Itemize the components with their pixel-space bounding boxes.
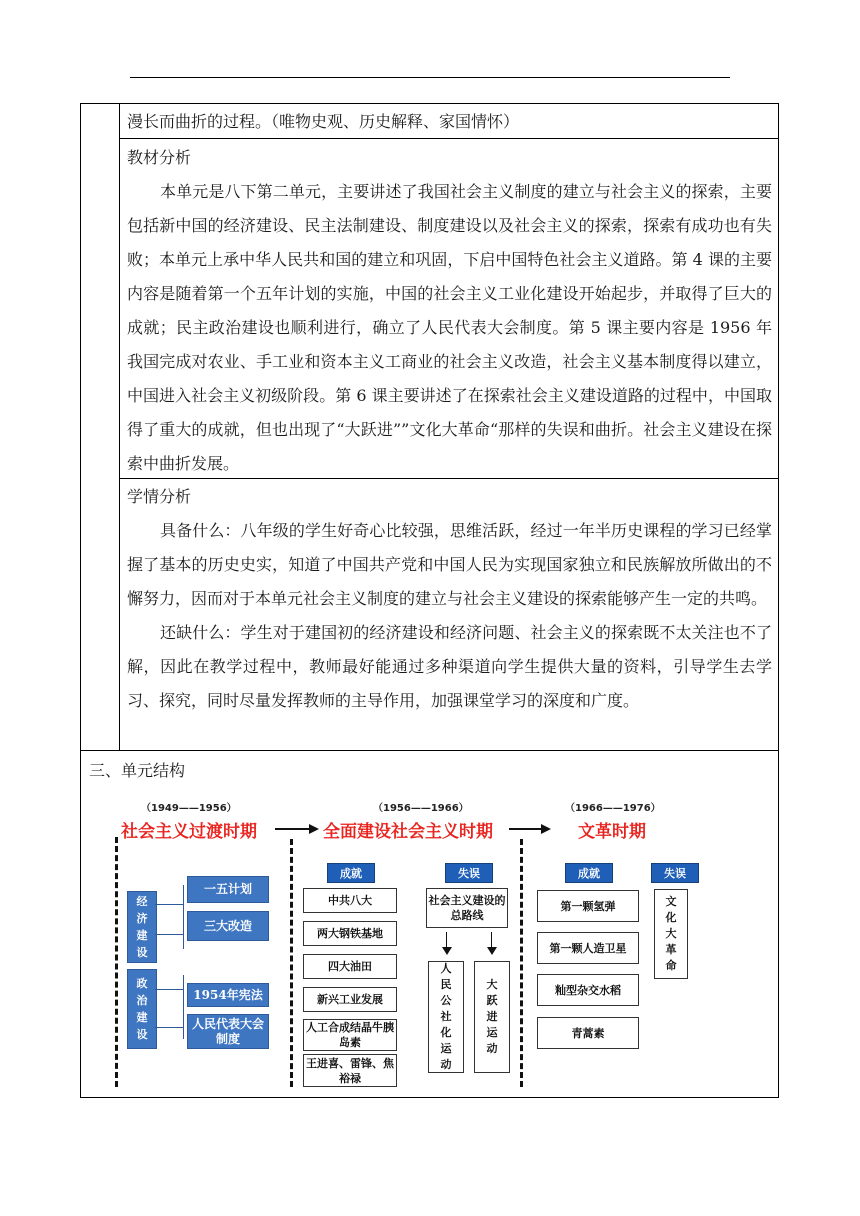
period-title: 文革时期 xyxy=(578,822,646,842)
success-item: 青蒿素 xyxy=(537,1017,639,1049)
period-title: 全面建设社会主义时期 xyxy=(323,822,493,842)
success-item: 两大钢铁基地 xyxy=(303,921,397,946)
timeline-arrow xyxy=(509,828,549,830)
student-analysis-para2: 还缺什么：学生对于建国初的经济建设和经济问题、社会主义的探索既不太关注也不了解，因此在教学过程中，教师最好能通过多种渠道向学生提供大量的资料，引导学生去学习、探究，同时尽量发挥教师的主导作用，加强课堂学习的深度和广度。 xyxy=(127,623,772,710)
student-analysis xyxy=(127,480,772,718)
textbook-analysis-heading: 教材分析 xyxy=(127,148,192,167)
poli-label: 政治建设 xyxy=(127,969,157,1049)
student-analysis-para1: 具备什么：八年级的学生好奇心比较强，思维活跃，经过一年半历史课程的学习已经掌握了基本的历史史实，知道了中国共产党和中国人民为实现国家独立和民族解放所做出的不懈努力，因而对于本单元社会主义制度的建立与社会主义建设的探索能够产生一定的共鸣。 xyxy=(127,521,772,608)
period-divider xyxy=(290,839,293,1087)
objectives-line: 漫长而曲折的过程。（唯物史观、历史解释、家国情怀） xyxy=(127,112,520,131)
period-years: （1956——1966） xyxy=(373,803,469,814)
left-column xyxy=(81,104,120,750)
success-item: 新兴工业发展 xyxy=(303,987,397,1012)
success-item: 第一颗氢弹 xyxy=(537,890,639,922)
econ-item: 三大改造 xyxy=(187,911,269,941)
unit-structure-heading: 三、单元结构 xyxy=(89,761,186,780)
failure-tag: 失误 xyxy=(651,863,699,883)
failure-item: 大跃进运动 xyxy=(474,961,510,1073)
down-arrow xyxy=(446,932,447,952)
objectives-tail xyxy=(127,105,772,139)
down-arrow xyxy=(491,932,492,952)
failure-tag: 失误 xyxy=(445,863,493,883)
econ-item: 一五计划 xyxy=(187,876,269,903)
failure-item: 社会主义建设的总路线 xyxy=(426,888,508,928)
timeline-arrow xyxy=(275,828,317,830)
textbook-analysis xyxy=(127,141,772,481)
unit-structure-diagram xyxy=(115,799,755,1089)
success-item: 中共八大 xyxy=(303,888,397,913)
success-item: 第一颗人造卫星 xyxy=(537,932,639,964)
success-tag: 成就 xyxy=(565,863,613,883)
success-item: 籼型杂交水稻 xyxy=(537,974,639,1006)
header-rule xyxy=(130,77,730,78)
period-years: （1949——1956） xyxy=(141,803,237,814)
period-divider xyxy=(520,839,523,1087)
econ-label: 经济建设 xyxy=(127,891,157,963)
row-divider xyxy=(81,750,778,751)
success-item: 人工合成结晶牛胰岛素 xyxy=(303,1019,397,1051)
poli-item: 人民代表大会制度 xyxy=(187,1014,269,1049)
period-title: 社会主义过渡时期 xyxy=(121,822,257,842)
failure-item: 人民公社化运动 xyxy=(428,961,464,1073)
failure-item: 文化大革命 xyxy=(654,889,688,979)
content-table xyxy=(80,103,779,1098)
poli-item: 1954年宪法 xyxy=(187,983,269,1007)
student-analysis-heading: 学情分析 xyxy=(127,487,192,506)
period-years: （1966——1976） xyxy=(565,803,661,814)
success-item: 四大油田 xyxy=(303,954,397,979)
success-tag: 成就 xyxy=(327,863,375,883)
success-item: 王进喜、雷锋、焦裕禄 xyxy=(303,1054,397,1087)
textbook-analysis-body: 本单元是八下第二单元，主要讲述了我国社会主义制度的建立与社会主义的探索，主要包括新中国的经济建设、民主法制建设、制度建设以及社会主义的探索，探索有成功也有失败；本单元上承中华人民共和国的建立和巩固，下启中国特色社会主义道路。第 4 课的主要内容是随着第一个五年计划的实施，中国的社会主义工业化建设开始起步，并取得了巨大的成就；民主政治建设也顺利进行，确立了人民代表大会制度。第 5 课主要内容是 1956 年我国完成对农业、手工业和资本主义工商业的社会主义改造，社会主义基本制度得以建立，中国进入社会主义初级阶段。第 6 课主要讲述了在探索社会主义建设道路的过程中，中国取得了重大的成就，但也出现了“大跃进””文化大革命“那样的失误和曲折。社会主义建设在探索中曲折发展。 xyxy=(127,182,772,473)
period-divider xyxy=(115,837,118,1087)
